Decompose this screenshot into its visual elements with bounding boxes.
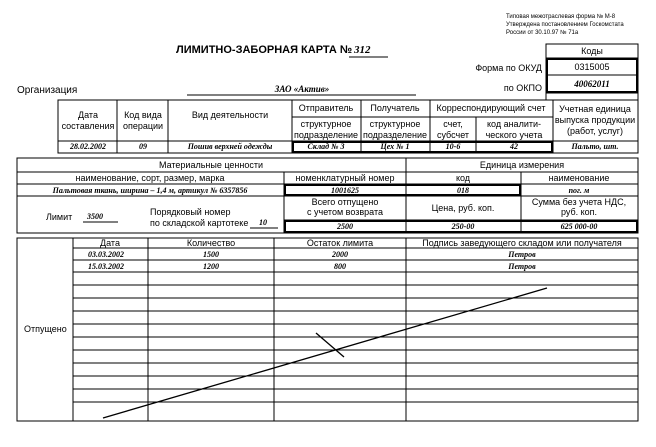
col-date-header: Дата составления xyxy=(61,110,115,131)
row-activity: Пошив верхней одежды xyxy=(187,142,273,151)
row-date: 28.02.2002 xyxy=(70,142,106,151)
price-value: 250-00 xyxy=(451,222,475,231)
form-note-line3: России от 30.10.97 № 71а xyxy=(506,30,579,36)
row-opcode: 09 xyxy=(139,142,147,151)
col-corr-header: Корреспондирующий счет xyxy=(436,103,546,113)
unit-measure-header: Единица измерения xyxy=(479,160,565,170)
col-receiver-header: Получатель xyxy=(370,103,420,113)
price-label: Цена, руб. коп. xyxy=(431,203,495,213)
row-account: 10-6 xyxy=(445,142,461,151)
sum-value: 625 000-00 xyxy=(560,222,598,231)
form-note-line2: Утверждена постановлением Госкомстата xyxy=(506,22,624,28)
okpo-label: по ОКПО xyxy=(503,83,542,93)
organization-value: ЗАО «Актив» xyxy=(274,84,330,94)
total-label-2: с учетом возврата xyxy=(307,207,383,217)
issued-row2-rest: 800 xyxy=(334,262,346,271)
limit-label: Лимит xyxy=(46,212,73,222)
organization-label: Организация xyxy=(17,85,78,96)
sum-label-2: руб. коп. xyxy=(560,207,598,217)
col-corr-analytic: код аналити-ческого учета xyxy=(485,119,543,140)
cross-out-line xyxy=(103,288,547,418)
nomenclature-header: номенклатурный номер xyxy=(295,173,395,183)
unit-code-value: 018 xyxy=(457,186,469,195)
row-unit: Пальто, шт. xyxy=(571,142,619,151)
col-sender-header: Отправитель xyxy=(298,103,354,113)
issued-row1-sign: Петров xyxy=(508,250,536,259)
issued-col-sign: Подпись заведующего складом или получателя xyxy=(422,238,622,248)
unit-name-header: наименование xyxy=(548,173,610,183)
row-receiver: Цех № 1 xyxy=(380,142,410,151)
issued-row2-qty: 1200 xyxy=(203,262,219,271)
total-value: 2500 xyxy=(337,222,353,231)
col-opcode-header: Код вида операции xyxy=(122,110,164,131)
sum-label-1: Сумма без учета НДС, xyxy=(531,197,627,207)
okud-value: 0315005 xyxy=(574,62,610,72)
issued-side-label: Отпущено xyxy=(24,324,67,334)
limit-value: 3500 xyxy=(87,212,103,221)
materials-sub: наименование, сорт, размер, марка xyxy=(75,173,225,183)
issued-col-qty: Количество xyxy=(186,238,236,248)
row-analytic: 42 xyxy=(510,142,518,151)
order-value: 10 xyxy=(259,218,267,227)
material-value: Пальтовая ткань, ширина – 1,4 м, артикул № 6357856 xyxy=(52,186,248,195)
order-label-1: Порядковый номер xyxy=(150,207,231,217)
issued-col-date: Дата xyxy=(100,238,120,248)
issued-row2-date: 15.03.2002 xyxy=(88,262,124,271)
unit-name-value: пог. м xyxy=(568,186,590,195)
nomenclature-value: 1001625 xyxy=(331,186,359,195)
order-label-2: по складской картотеке xyxy=(150,218,249,228)
form-note-line1: Типовая межотраслевая форма № М-8 xyxy=(506,14,616,20)
col-corr-account: счет, субсчет xyxy=(436,119,470,140)
row-sender: Склад № 3 xyxy=(307,142,345,151)
issued-row1-rest: 2000 xyxy=(332,250,348,259)
card-number: 312 xyxy=(354,44,371,56)
issued-row2-sign: Петров xyxy=(508,262,536,271)
col-unit-header: Учетная единица выпуска продукции (работ, услуг) xyxy=(554,104,636,136)
page-title: ЛИМИТНО-ЗАБОРНАЯ КАРТА № xyxy=(176,44,353,56)
okpo-value: 40062011 xyxy=(574,79,610,89)
codes-header: Коды xyxy=(581,46,603,56)
issued-col-rest: Остаток лимита xyxy=(306,238,374,248)
total-label-1: Всего отпущено xyxy=(311,197,379,207)
issued-row1-qty: 1500 xyxy=(203,250,219,259)
col-receiver-sub: структурное подразделение xyxy=(363,119,427,140)
col-activity-header: Вид деятельности xyxy=(191,110,269,120)
okud-label: Форма по ОКУД xyxy=(475,63,542,73)
materials-header: Материальные ценности xyxy=(158,160,264,170)
issued-row1-date: 03.03.2002 xyxy=(88,250,124,259)
col-sender-sub: структурное подразделение xyxy=(294,119,358,140)
unit-code-header: код xyxy=(455,173,471,183)
